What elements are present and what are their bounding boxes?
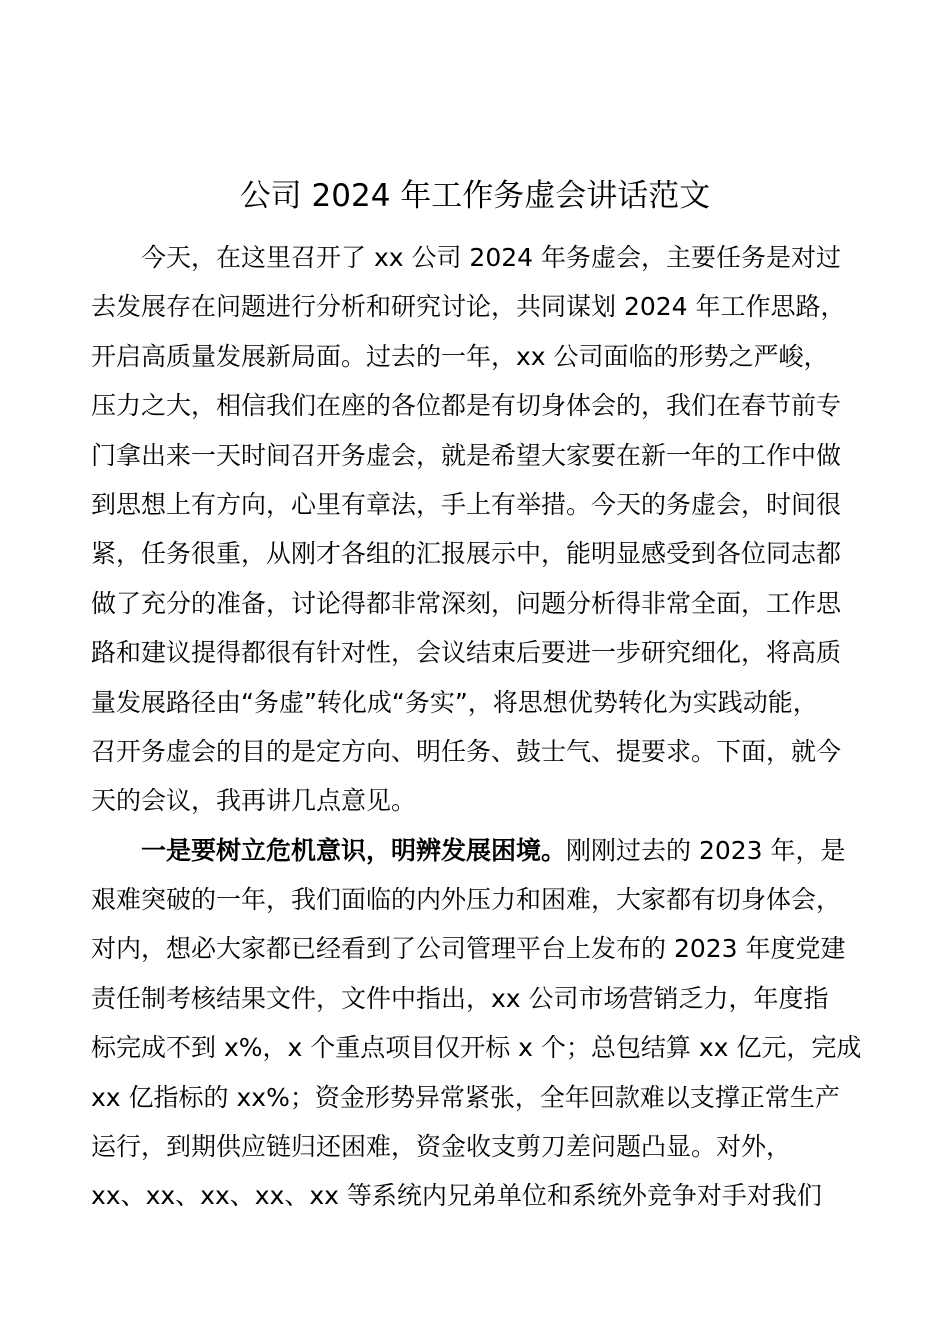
paragraph-line: 对内，想必大家都已经看到了公司管理平台上发布的 2023 年度党建: [91, 934, 846, 964]
paragraph-line: 路和建议提得都很有针对性，会议结束后要进一步研究细化，将高质: [91, 638, 842, 668]
paragraph-line: 标完成不到 x%，x 个重点项目仅开标 x 个；总包结算 xx 亿元，完成: [91, 1033, 862, 1063]
paragraph-line: 到思想上有方向，心里有章法，手上有举措。今天的务虚会，时间很: [91, 489, 842, 519]
paragraph-line: 压力之大，相信我们在座的各位都是有切身体会的，我们在春节前专: [91, 391, 842, 421]
paragraph-line: [91, 826, 861, 875]
paragraph-line: 开启高质量发展新局面。过去的一年，xx 公司面临的形势之严峻，: [91, 341, 829, 371]
paragraph-line: 召开务虚会的目的是定方向、明任务、鼓士气、提要求。下面，就今: [91, 736, 842, 766]
paragraph-line: xx、xx、xx、xx、xx 等系统内兄弟单位和系统外竞争对手对我们: [91, 1181, 822, 1211]
paragraph-line: 运行，到期供应链归还困难，资金收支剪刀差问题凸显。对外，: [91, 1132, 792, 1162]
document-body: [91, 233, 861, 1221]
paragraph-line: 天的会议，我再讲几点意见。: [91, 786, 417, 816]
paragraph-line: 做了充分的准备，讨论得都非常深刻，问题分析得非常全面，工作思: [91, 588, 842, 618]
paragraph-line: 责任制考核结果文件，文件中指出，xx 公司市场营销乏力，年度指: [91, 983, 829, 1013]
section-heading: 一是要树立危机意识，明辨发展困境。: [141, 835, 567, 865]
paragraph-line: 今天，在这里召开了 xx 公司 2024 年务虚会，主要任务是对过: [141, 243, 842, 272]
document-title: 公司 2024 年工作务虚会讲话范文: [239, 178, 711, 214]
paragraph-line: 艰难突破的一年，我们面临的内外压力和困难，大家都有切身体会，: [91, 885, 842, 915]
paragraph-line: 门拿出来一天时间召开务虚会，就是希望大家要在新一年的工作中做: [91, 440, 842, 470]
paragraph-line: xx 亿指标的 xx%；资金形势异常紧张，全年回款难以支撑正常生产: [91, 1082, 840, 1112]
paragraph-text: 刚刚过去的 2023 年，是: [566, 835, 846, 865]
paragraph-line: 量发展路径由“务虚”转化成“务实”，将思想优势转化为实践动能，: [91, 687, 818, 717]
paragraph-line: 去发展存在问题进行分析和研究讨论，共同谋划 2024 年工作思路，: [91, 292, 846, 322]
paragraph-line: 紧，任务很重，从刚才各组的汇报展示中，能明显感受到各位同志都: [91, 539, 842, 569]
